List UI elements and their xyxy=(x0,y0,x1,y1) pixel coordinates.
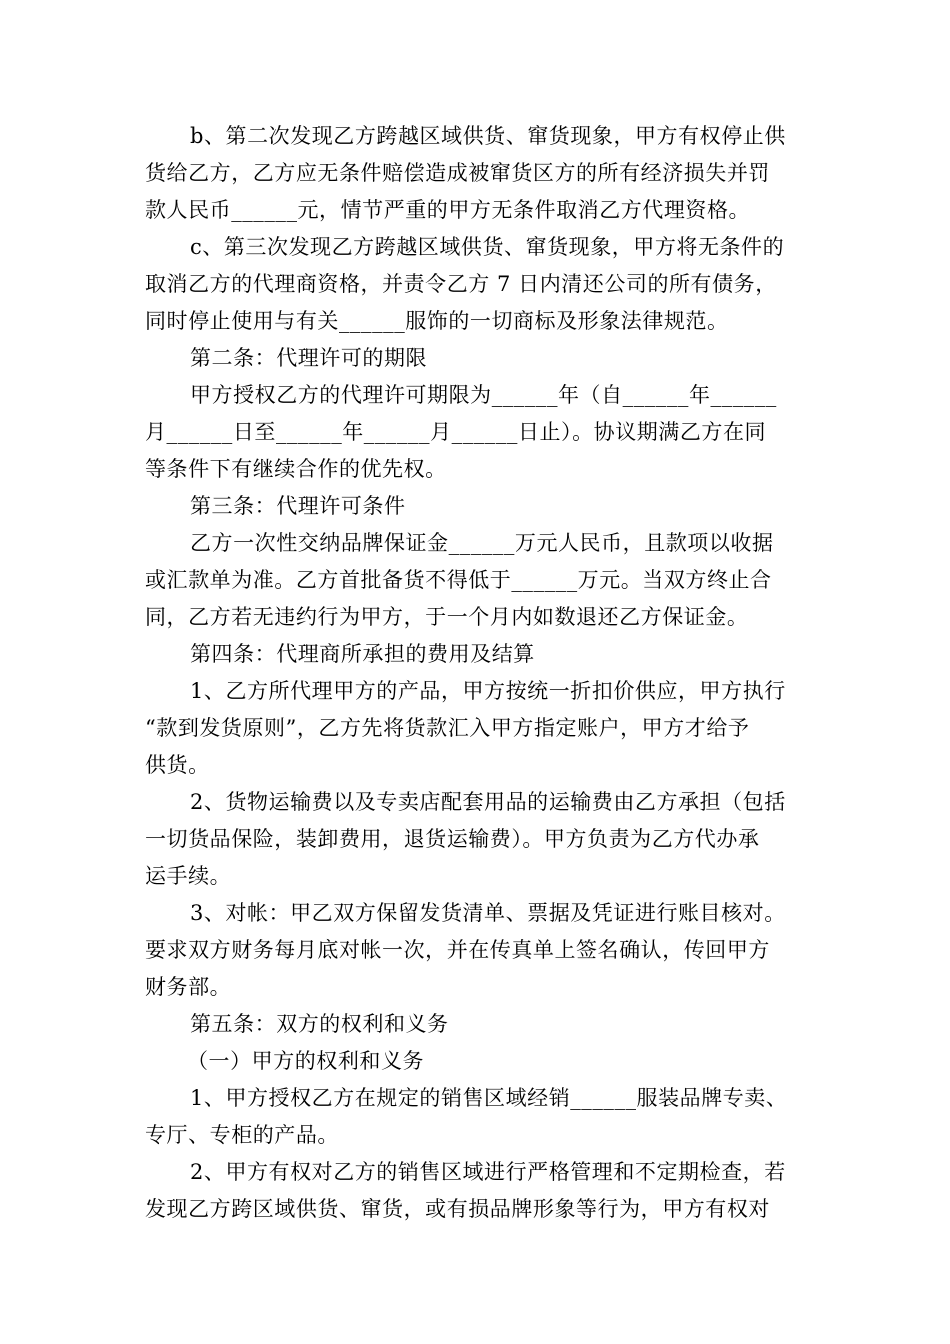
text-line: 要求双方财务每月底对帐一次，并在传真单上签名确认，传回甲方 xyxy=(145,938,770,962)
section-heading: 第五条：双方的权利和义务 xyxy=(190,1012,449,1036)
text-line: 月______日至______年______月______日止）。协议期满乙方在同 xyxy=(145,420,767,444)
text-line: 甲方授权乙方的代理许可期限为______年（自______年______ xyxy=(190,383,777,407)
text-line: 专厅、专柜的产品。 xyxy=(145,1123,339,1147)
section-heading: 第三条：代理许可条件 xyxy=(190,494,406,518)
text-line: 等条件下有继续合作的优先权。 xyxy=(145,457,447,481)
text-line: 取消乙方的代理商资格，并责令乙方 7 日内清还公司的所有债务， xyxy=(145,272,777,296)
section-heading: 第四条：代理商所承担的费用及结算 xyxy=(190,642,535,666)
text-line: 款人民币______元，情节严重的甲方无条件取消乙方代理资格。 xyxy=(145,198,751,222)
text-line: 同时停止使用与有关______服饰的一切商标及形象法律规范。 xyxy=(145,309,729,333)
text-line: c、第三次发现乙方跨越区域供货、窜货现象，甲方将无条件的 xyxy=(190,235,785,259)
text-line: 运手续。 xyxy=(145,864,232,888)
text-line: 财务部。 xyxy=(145,975,232,999)
text-line: 2、甲方有权对乙方的销售区域进行严格管理和不定期检查，若 xyxy=(190,1160,786,1184)
text-line: b、第二次发现乙方跨越区域供货、窜货现象，甲方有权停止供 xyxy=(190,124,786,148)
text-line: 发现乙方跨区域供货、窜货，或有损品牌形象等行为，甲方有权对 xyxy=(145,1197,770,1221)
section-heading: 第二条：代理许可的期限 xyxy=(190,346,428,370)
subsection-heading: （一）甲方的权利和义务 xyxy=(187,1049,425,1073)
text-line: 2、货物运输费以及专卖店配套用品的运输费由乙方承担（包括 xyxy=(190,790,786,814)
text-line: 或汇款单为准。乙方首批备货不得低于______万元。当双方终止合 xyxy=(145,568,772,592)
text-line: 乙方一次性交纳品牌保证金______万元人民币，且款项以收据 xyxy=(190,531,774,555)
text-line: 一切货品保险，装卸费用，退货运输费）。甲方负责为乙方代办承 xyxy=(145,827,760,851)
text-line: 1、甲方授权乙方在规定的销售区域经销______服装品牌专卖、 xyxy=(190,1086,788,1110)
text-line: 3、对帐：甲乙双方保留发货清单、票据及凭证进行账目核对。 xyxy=(190,901,786,925)
text-line: “款到发货原则”，乙方先将货款汇入甲方指定账户，甲方才给予 xyxy=(145,716,750,740)
text-line: 货给乙方，乙方应无条件赔偿造成被窜货区方的所有经济损失并罚 xyxy=(145,161,770,185)
text-line: 同，乙方若无违约行为甲方，于一个月内如数退还乙方保证金。 xyxy=(145,605,749,629)
text-line: 供货。 xyxy=(145,753,210,777)
text-line: 1、乙方所代理甲方的产品，甲方按统一折扣价供应，甲方执行 xyxy=(190,679,786,703)
